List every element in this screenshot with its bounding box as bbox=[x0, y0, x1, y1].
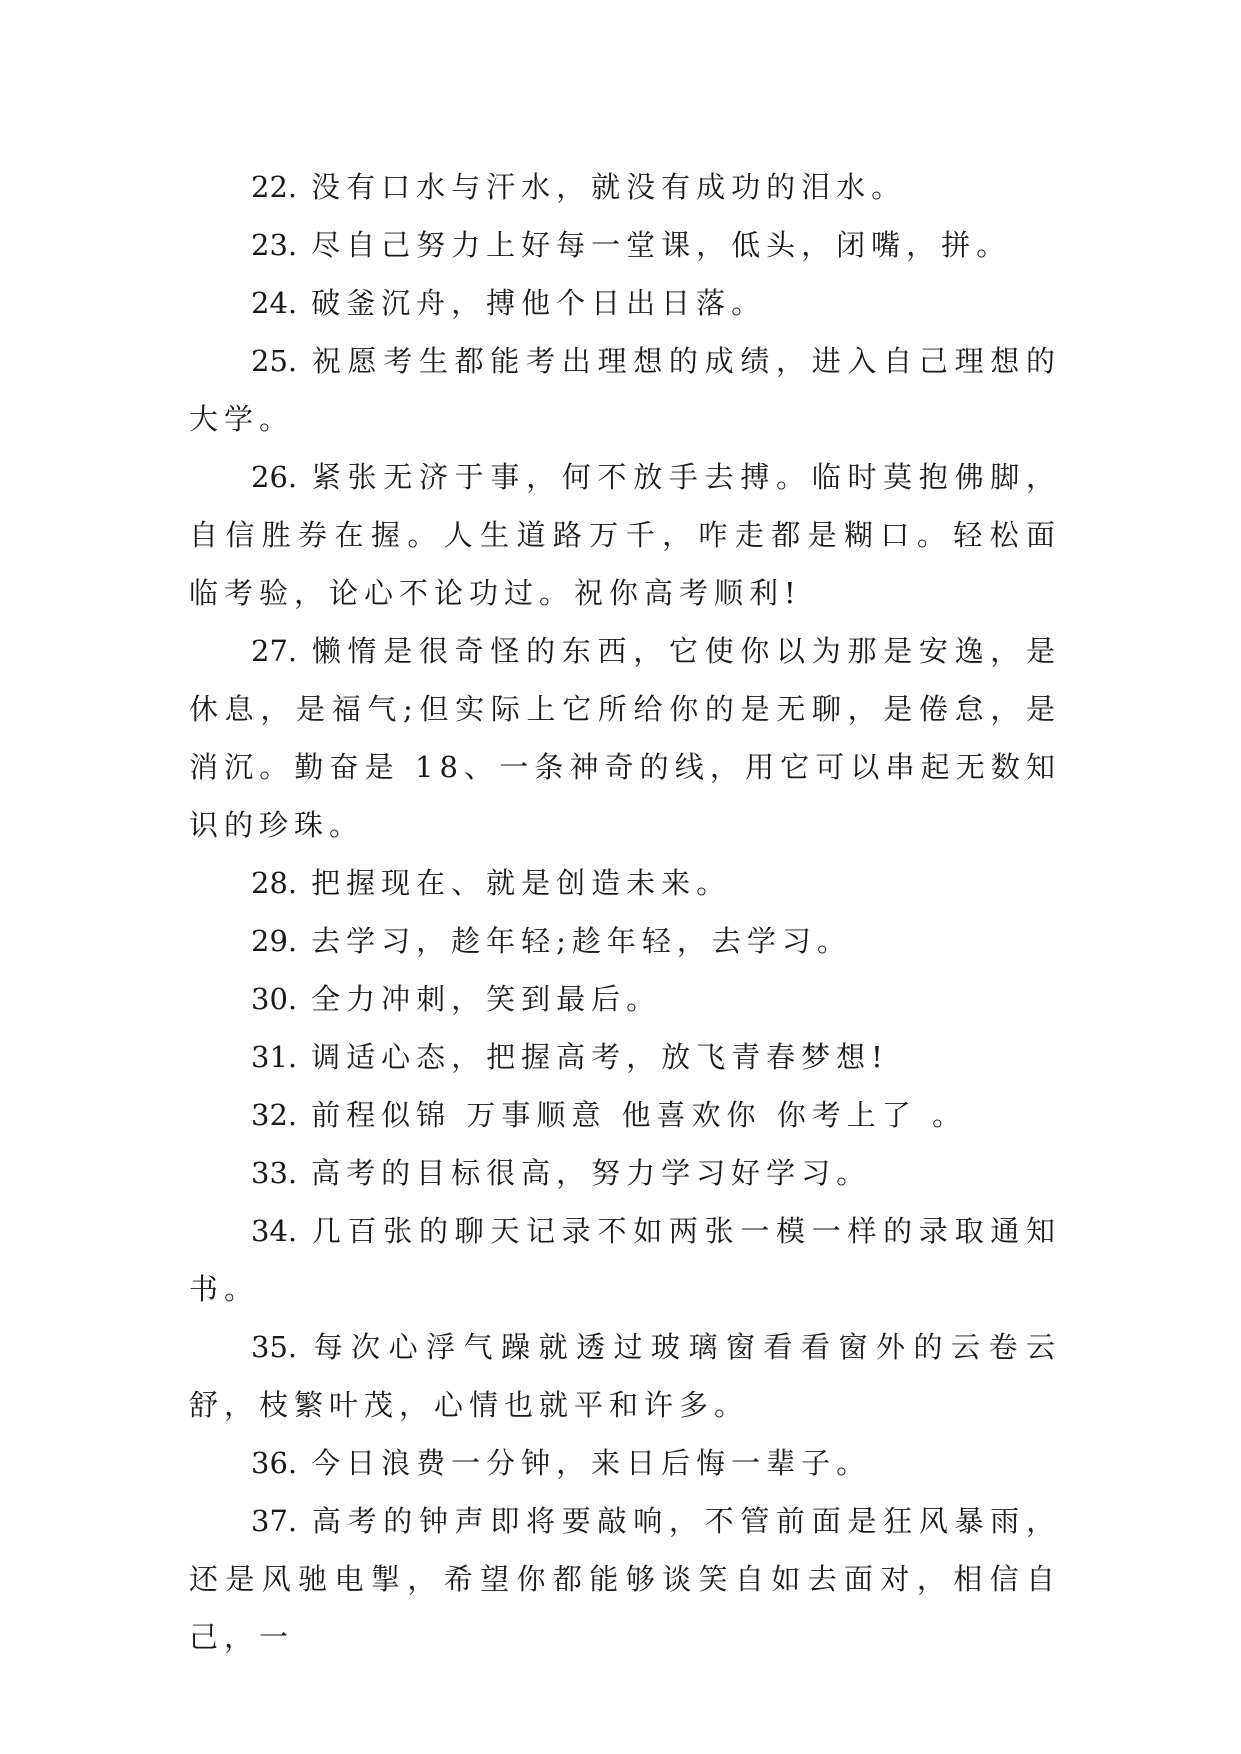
paragraph-number: 22. bbox=[251, 170, 298, 204]
paragraph-text: 前程似锦 万事顺意 他喜欢你 你考上了 。 bbox=[311, 1098, 967, 1132]
paragraph-22 bbox=[189, 158, 1061, 216]
paragraph-number: 31. bbox=[251, 1040, 298, 1074]
paragraph-number: 35. bbox=[251, 1330, 298, 1364]
paragraph-number: 29. bbox=[251, 924, 298, 958]
paragraph-text: 每次心浮气躁就透过玻璃窗看看窗外的云卷云舒，枝繁叶茂，心情也就平和许多。 bbox=[189, 1330, 1061, 1422]
paragraph-text: 调适心态，把握高考，放飞青春梦想! bbox=[311, 1040, 889, 1074]
paragraph-text: 几百张的聊天记录不如两张一模一样的录取通知书。 bbox=[189, 1214, 1061, 1306]
paragraph-text: 去学习，趁年轻;趁年轻，去学习。 bbox=[311, 924, 852, 958]
paragraph-text: 懒惰是很奇怪的东西，它使你以为那是安逸，是休息，是福气;但实际上它所给你的是无聊，是倦怠，是消沉。勤奋是 18、一条神奇的线，用它可以串起无数知识的珍珠。 bbox=[189, 634, 1061, 842]
paragraph-24 bbox=[189, 274, 1061, 332]
paragraph-number: 28. bbox=[251, 866, 298, 900]
paragraph-number: 23. bbox=[251, 228, 298, 262]
paragraph-29 bbox=[189, 912, 1061, 970]
paragraph-text: 没有口水与汗水，就没有成功的泪水。 bbox=[311, 170, 907, 204]
paragraph-text: 祝愿考生都能考出理想的成绩，进入自己理想的大学。 bbox=[189, 344, 1061, 436]
paragraph-text: 今日浪费一分钟，来日后悔一辈子。 bbox=[311, 1446, 872, 1480]
paragraph-35 bbox=[189, 1318, 1061, 1434]
paragraph-text: 尽自己努力上好每一堂课，低头，闭嘴，拼。 bbox=[311, 228, 1012, 262]
paragraph-33 bbox=[189, 1144, 1061, 1202]
paragraph-number: 32. bbox=[251, 1098, 298, 1132]
paragraph-31 bbox=[189, 1028, 1061, 1086]
paragraph-number: 27. bbox=[251, 634, 298, 668]
paragraph-28 bbox=[189, 854, 1061, 912]
paragraph-text: 高考的目标很高，努力学习好学习。 bbox=[311, 1156, 872, 1190]
paragraph-30 bbox=[189, 970, 1061, 1028]
paragraph-number: 37. bbox=[251, 1504, 298, 1538]
paragraph-text: 破釜沉舟，搏他个日出日落。 bbox=[311, 286, 767, 320]
paragraph-25 bbox=[189, 332, 1061, 448]
paragraph-34 bbox=[189, 1202, 1061, 1318]
paragraph-37 bbox=[189, 1492, 1061, 1666]
paragraph-text: 把握现在、就是创造未来。 bbox=[311, 866, 732, 900]
paragraph-36 bbox=[189, 1434, 1061, 1492]
paragraph-text: 全力冲刺，笑到最后。 bbox=[311, 982, 662, 1016]
paragraph-number: 36. bbox=[251, 1446, 298, 1480]
paragraph-27 bbox=[189, 622, 1061, 854]
document-body bbox=[189, 158, 1061, 1666]
paragraph-23 bbox=[189, 216, 1061, 274]
paragraph-number: 33. bbox=[251, 1156, 298, 1190]
paragraph-text: 高考的钟声即将要敲响，不管前面是狂风暴雨，还是风驰电掣，希望你都能够谈笑自如去面对，相信自己，一 bbox=[189, 1504, 1061, 1654]
paragraph-number: 26. bbox=[251, 460, 298, 494]
paragraph-number: 25. bbox=[251, 344, 298, 378]
paragraph-32 bbox=[189, 1086, 1061, 1144]
paragraph-number: 30. bbox=[251, 982, 298, 1016]
paragraph-26 bbox=[189, 448, 1061, 622]
paragraph-number: 34. bbox=[251, 1214, 298, 1248]
paragraph-text: 紧张无济于事，何不放手去搏。临时莫抱佛脚，自信胜券在握。人生道路万千，咋走都是糊口。轻松面临考验，论心不论功过。祝你高考顺利! bbox=[189, 460, 1061, 610]
paragraph-number: 24. bbox=[251, 286, 298, 320]
